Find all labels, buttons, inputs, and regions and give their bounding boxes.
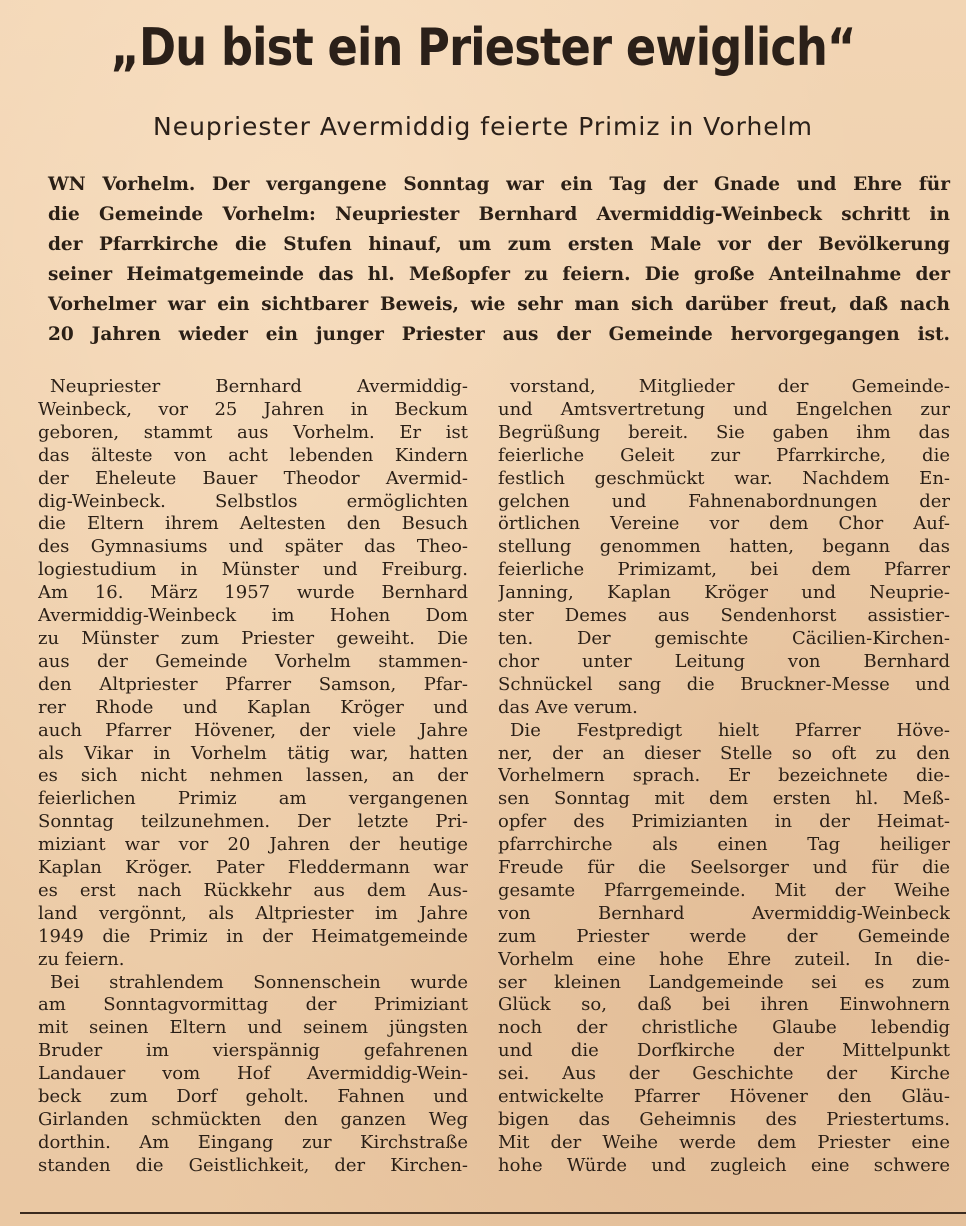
lead-line: WN Vorhelm. Der vergangene Sonntag war ein Tag der Gnade und Ehre für (48, 174, 950, 195)
subheadline: Neupriester Avermiddig feierte Primiz in Vorhelm (153, 112, 813, 141)
text-line: die Eltern ihrem Aeltesten den Besuch (38, 513, 468, 535)
text-line: Landauer vom Hof Avermiddig-Wein- (38, 1063, 468, 1085)
text-line: Vorhelm eine hohe Ehre zuteil. In die- (498, 948, 950, 970)
text-line: land vergönnt, als Altpriester im Jahre (38, 902, 468, 924)
bottom-rule (20, 1212, 966, 1214)
lead-line: Vorhelmer war ein sichtbarer Beweis, wie sehr man sich darüber freut, daß nach (48, 294, 950, 315)
text-line: dig-Weinbeck. Selbstlos ermöglichten (38, 490, 468, 512)
text-line: logiestudium in Münster und Freiburg. (38, 559, 468, 581)
text-line: stellung genommen hatten, begann das (498, 536, 950, 558)
text-line: das Ave verum. (498, 696, 638, 718)
text-line: und die Dorfkirche der Mittelpunkt (498, 1040, 950, 1062)
text-line: geboren, stammt aus Vorhelm. Er ist (38, 421, 468, 443)
text-line: mit seinen Eltern und seinem jüngsten (38, 1017, 468, 1039)
text-line: des Gymnasiums und später das Theo- (38, 536, 468, 558)
text-line: chor unter Leitung von Bernhard (498, 650, 950, 672)
text-line: es sich nicht nehmen lassen, an der (38, 765, 468, 787)
text-line: ster Demes aus Sendenhorst assistier- (498, 605, 950, 627)
text-line: miziant war vor 20 Jahren der heutige (38, 834, 468, 856)
text-line: ner, der an dieser Stelle so oft zu den (498, 742, 950, 764)
text-line: festlich geschmückt war. Nachdem En- (498, 467, 950, 489)
text-line: zum Priester werde der Gemeinde (498, 925, 950, 947)
text-line: gesamte Pfarrgemeinde. Mit der Weihe (498, 879, 950, 901)
text-line: Die Festpredigt hielt Pfarrer Höve- (510, 719, 950, 741)
text-line: örtlichen Vereine vor dem Chor Auf- (498, 513, 950, 535)
text-line: feierlichen Primiz am vergangenen (38, 788, 468, 810)
text-line: dorthin. Am Eingang zur Kirchstraße (38, 1131, 468, 1153)
text-line: Begrüßung bereit. Sie gaben ihm das (498, 421, 950, 443)
text-line: Freude für die Seelsorger und für die (498, 857, 950, 879)
text-line: und Amtsvertretung und Engelchen zur (498, 398, 950, 420)
text-line: der Eheleute Bauer Theodor Avermid- (38, 467, 468, 489)
text-line: Bruder im vierspännig gefahrenen (38, 1040, 468, 1062)
text-line: zu Münster zum Priester geweiht. Die (38, 627, 468, 649)
lead-paragraph (48, 170, 950, 350)
text-line: den Altpriester Pfarrer Samson, Pfar- (38, 673, 468, 695)
text-line: auch Pfarrer Hövener, der viele Jahre (38, 719, 468, 741)
text-line: Schnückel sang die Bruckner-Messe und (498, 673, 950, 695)
lead-line: der Pfarrkirche die Stufen hinauf, um zum ersten Male vor der Bevölkerung (48, 234, 950, 255)
text-line: 1949 die Primiz in der Heimatgemeinde (38, 925, 468, 947)
text-line: Bei strahlendem Sonnenschein wurde (50, 971, 468, 993)
text-line: vorstand, Mitglieder der Gemeinde- (510, 376, 950, 397)
text-line: beck zum Dorf geholt. Fahnen und (38, 1086, 468, 1108)
lead-line: 20 Jahren wieder ein junger Priester aus der Gemeinde hervorgegangen ist. (48, 324, 950, 345)
text-line: sei. Aus der Geschichte der Kirche (498, 1063, 950, 1085)
lead-line: die Gemeinde Vorhelm: Neupriester Bernhard Avermiddig-Weinbeck schritt in (48, 204, 950, 225)
text-line: bigen das Geheimnis des Priestertums. (498, 1109, 950, 1130)
headline: „Du bist ein Priester ewiglich“ (110, 18, 856, 78)
article-column-left (38, 376, 468, 1178)
text-line: das älteste von acht lebenden Kindern (38, 444, 468, 466)
text-line: von Bernhard Avermiddig-Weinbeck (498, 902, 950, 924)
text-line: ser kleinen Landgemeinde sei es zum (498, 971, 950, 993)
text-line: Sonntag teilzunehmen. Der letzte Pri- (38, 811, 468, 833)
text-line: zu feiern. (38, 948, 125, 970)
text-line: opfer des Primizianten in der Heimat- (498, 811, 950, 833)
text-line: Kaplan Kröger. Pater Fleddermann war (38, 857, 468, 879)
text-line: Weinbeck, vor 25 Jahren in Beckum (38, 398, 468, 420)
text-line: sen Sonntag mit dem ersten hl. Meß- (498, 788, 950, 810)
text-line: am Sonntagvormittag der Primiziant (38, 994, 468, 1016)
text-line: pfarrchirche als einen Tag heiliger (498, 834, 950, 856)
text-line: Janning, Kaplan Kröger und Neuprie- (498, 582, 950, 604)
text-line: Mit der Weihe werde dem Priester eine (498, 1131, 950, 1153)
text-line: standen die Geistlichkeit, der Kirchen- (38, 1154, 468, 1176)
text-line: feierliche Geleit zur Pfarrkirche, die (498, 444, 950, 466)
text-line: Vorhelmern sprach. Er bezeichnete die- (498, 765, 950, 787)
text-line: Girlanden schmückten den ganzen Weg (38, 1109, 468, 1130)
text-line: ten. Der gemischte Cäcilien-Kirchen- (498, 627, 950, 649)
text-line: Neupriester Bernhard Avermiddig- (50, 376, 468, 397)
text-line: noch der christliche Glaube lebendig (498, 1017, 950, 1039)
text-line: gelchen und Fahnenabordnungen der (498, 490, 950, 512)
article-column-right (498, 376, 950, 1178)
text-line: entwickelte Pfarrer Hövener den Gläu- (498, 1086, 950, 1108)
text-line: Am 16. März 1957 wurde Bernhard (38, 582, 468, 604)
text-line: als Vikar in Vorhelm tätig war, hatten (38, 742, 468, 764)
text-line: hohe Würde und zugleich eine schwere (498, 1154, 950, 1176)
text-line: es erst nach Rückkehr aus dem Aus- (38, 879, 468, 901)
text-line: Avermiddig-Weinbeck im Hohen Dom (38, 605, 468, 627)
text-line: rer Rhode und Kaplan Kröger und (38, 696, 468, 718)
text-line: Glück so, daß bei ihren Einwohnern (498, 994, 950, 1016)
lead-line: seiner Heimatgemeinde das hl. Meßopfer zu feiern. Die große Anteilnahme der (48, 264, 950, 285)
text-line: aus der Gemeinde Vorhelm stammen- (38, 650, 468, 672)
text-line: feierliche Primizamt, bei dem Pfarrer (498, 559, 950, 581)
